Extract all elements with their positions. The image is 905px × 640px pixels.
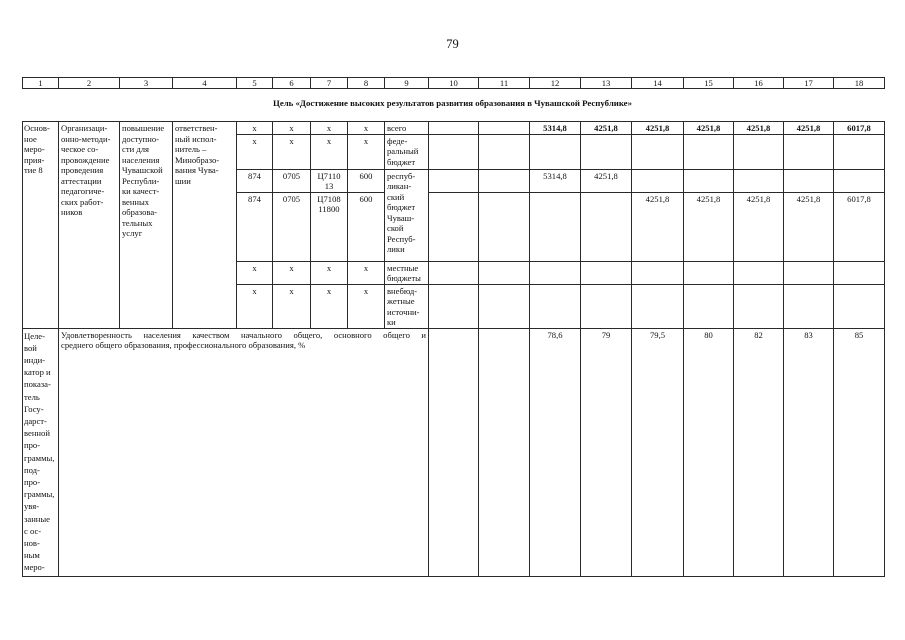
value-cell bbox=[834, 284, 885, 328]
funding-source-cell: местные бюджеты bbox=[385, 261, 429, 284]
event-name-cell: Организаци- онно-методи- ческое со- провождение проведения аттестации педагогиче- ских работ- ников bbox=[59, 122, 120, 329]
code-cell: х bbox=[311, 261, 348, 284]
header-cell: 14 bbox=[632, 78, 684, 89]
code-cell: х bbox=[273, 122, 311, 135]
header-cell: 4 bbox=[173, 78, 237, 89]
value-cell bbox=[530, 134, 581, 169]
value-cell bbox=[581, 134, 632, 169]
event-executor-cell: ответствен- ный испол- нитель – Минобразо- вания Чува- шии bbox=[173, 122, 237, 329]
value-cell: 85 bbox=[834, 328, 885, 576]
code-cell: 874 bbox=[237, 192, 273, 261]
header-cell: 6 bbox=[273, 78, 311, 89]
code-cell: х bbox=[237, 284, 273, 328]
value-cell: 6017,8 bbox=[834, 122, 885, 135]
code-cell: Ц7108 11800 bbox=[311, 192, 348, 261]
value-cell bbox=[479, 328, 530, 576]
value-cell bbox=[429, 169, 479, 192]
value-cell: 82 bbox=[734, 328, 784, 576]
value-cell bbox=[581, 261, 632, 284]
funding-source-cell: всего bbox=[385, 122, 429, 135]
header-cell: 17 bbox=[784, 78, 834, 89]
code-cell: 874 bbox=[237, 169, 273, 192]
value-cell bbox=[734, 261, 784, 284]
value-cell bbox=[834, 134, 885, 169]
value-cell bbox=[429, 134, 479, 169]
value-cell: 4251,8 bbox=[632, 192, 684, 261]
header-cell: 2 bbox=[59, 78, 120, 89]
value-cell bbox=[734, 169, 784, 192]
header-cell: 8 bbox=[348, 78, 385, 89]
header-cell: 9 bbox=[385, 78, 429, 89]
value-cell bbox=[632, 261, 684, 284]
value-cell bbox=[479, 134, 530, 169]
value-cell bbox=[429, 261, 479, 284]
value-cell bbox=[784, 134, 834, 169]
code-cell: х bbox=[237, 122, 273, 135]
code-cell: х bbox=[348, 261, 385, 284]
funding-source-cell: внебюд- жетные источни- ки bbox=[385, 284, 429, 328]
code-cell: 0705 bbox=[273, 169, 311, 192]
code-cell: 0705 bbox=[273, 192, 311, 261]
value-cell bbox=[581, 284, 632, 328]
value-cell bbox=[479, 122, 530, 135]
value-cell bbox=[632, 169, 684, 192]
header-cell: 16 bbox=[734, 78, 784, 89]
header-cell: 7 bbox=[311, 78, 348, 89]
value-cell: 80 bbox=[684, 328, 734, 576]
code-cell: х bbox=[348, 122, 385, 135]
value-cell bbox=[734, 284, 784, 328]
code-cell: х bbox=[311, 122, 348, 135]
code-cell: х bbox=[348, 134, 385, 169]
code-cell: 600 bbox=[348, 192, 385, 261]
value-cell bbox=[632, 134, 684, 169]
goal-title: Цель «Достижение высоких результатов развития образования в Чувашской Республике» bbox=[272, 98, 632, 108]
header-cell: 10 bbox=[429, 78, 479, 89]
table-row-total bbox=[23, 122, 885, 135]
value-cell bbox=[684, 284, 734, 328]
value-cell bbox=[530, 261, 581, 284]
value-cell bbox=[530, 284, 581, 328]
value-cell: 5314,8 bbox=[530, 169, 581, 192]
value-cell bbox=[784, 261, 834, 284]
value-cell: 4251,8 bbox=[632, 122, 684, 135]
value-cell bbox=[784, 169, 834, 192]
indicator-text-line: среднего общего образования, профессионального образования, % bbox=[61, 340, 306, 350]
code-cell: х bbox=[273, 284, 311, 328]
column-number-header bbox=[22, 77, 885, 89]
header-cell: 12 bbox=[530, 78, 581, 89]
value-cell: 79 bbox=[581, 328, 632, 576]
funding-source-cell: феде- ральный бюджет bbox=[385, 134, 429, 169]
code-cell: Ц7110 13 bbox=[311, 169, 348, 192]
page-number: 79 bbox=[446, 37, 459, 51]
indicator-label-cell: Целе- вой инди- катор и показа- тель Госу- дарст- венной про- граммы, под- про- граммы, увя- занные с ос- нов- ным меро- bbox=[23, 328, 59, 576]
code-cell: х bbox=[311, 134, 348, 169]
code-cell: 600 bbox=[348, 169, 385, 192]
value-cell: 5314,8 bbox=[530, 122, 581, 135]
value-cell bbox=[429, 328, 479, 576]
code-cell: х bbox=[237, 261, 273, 284]
indicator-text-line: Удовлетворенность населения качеством начального общего, основного общего и bbox=[61, 329, 426, 340]
value-cell: 4251,8 bbox=[734, 122, 784, 135]
value-cell: 83 bbox=[784, 328, 834, 576]
value-cell bbox=[530, 192, 581, 261]
value-cell bbox=[479, 284, 530, 328]
value-cell bbox=[684, 134, 734, 169]
value-cell bbox=[581, 192, 632, 261]
table-row-indicator bbox=[23, 328, 885, 576]
code-cell: х bbox=[311, 284, 348, 328]
funding-source-cell: респуб- ликан- ский бюджет Чуваш- ской Респуб- лики bbox=[385, 169, 429, 261]
value-cell bbox=[784, 284, 834, 328]
value-cell: 4251,8 bbox=[581, 169, 632, 192]
value-cell bbox=[734, 134, 784, 169]
indicator-text-cell bbox=[59, 328, 429, 576]
value-cell bbox=[429, 192, 479, 261]
code-cell: х bbox=[348, 284, 385, 328]
value-cell bbox=[684, 169, 734, 192]
header-cell: 5 bbox=[237, 78, 273, 89]
value-cell bbox=[429, 284, 479, 328]
program-table bbox=[22, 121, 885, 577]
value-cell: 4251,8 bbox=[684, 122, 734, 135]
event-goal-cell: повышение доступно- сти для населения Чувашской Республи- ки качест- венных образова- тельных услуг bbox=[120, 122, 173, 329]
value-cell: 4251,8 bbox=[684, 192, 734, 261]
value-cell: 79,5 bbox=[632, 328, 684, 576]
value-cell bbox=[834, 169, 885, 192]
header-cell: 11 bbox=[479, 78, 530, 89]
value-cell: 4251,8 bbox=[734, 192, 784, 261]
value-cell bbox=[479, 169, 530, 192]
value-cell: 78,6 bbox=[530, 328, 581, 576]
value-cell bbox=[834, 261, 885, 284]
value-cell: 4251,8 bbox=[784, 192, 834, 261]
value-cell bbox=[479, 192, 530, 261]
header-cell: 1 bbox=[23, 78, 59, 89]
header-cell: 13 bbox=[581, 78, 632, 89]
value-cell bbox=[429, 122, 479, 135]
code-cell: х bbox=[273, 134, 311, 169]
value-cell bbox=[684, 261, 734, 284]
header-cell: 18 bbox=[834, 78, 885, 89]
code-cell: х bbox=[273, 261, 311, 284]
header-cell: 15 bbox=[684, 78, 734, 89]
code-cell: х bbox=[237, 134, 273, 169]
header-cell: 3 bbox=[120, 78, 173, 89]
event-type-cell: Основ- ное меро- прия- тие 8 bbox=[23, 122, 59, 329]
value-cell bbox=[479, 261, 530, 284]
value-cell: 4251,8 bbox=[581, 122, 632, 135]
value-cell bbox=[632, 284, 684, 328]
value-cell: 6017,8 bbox=[834, 192, 885, 261]
header-row bbox=[23, 78, 885, 89]
value-cell: 4251,8 bbox=[784, 122, 834, 135]
